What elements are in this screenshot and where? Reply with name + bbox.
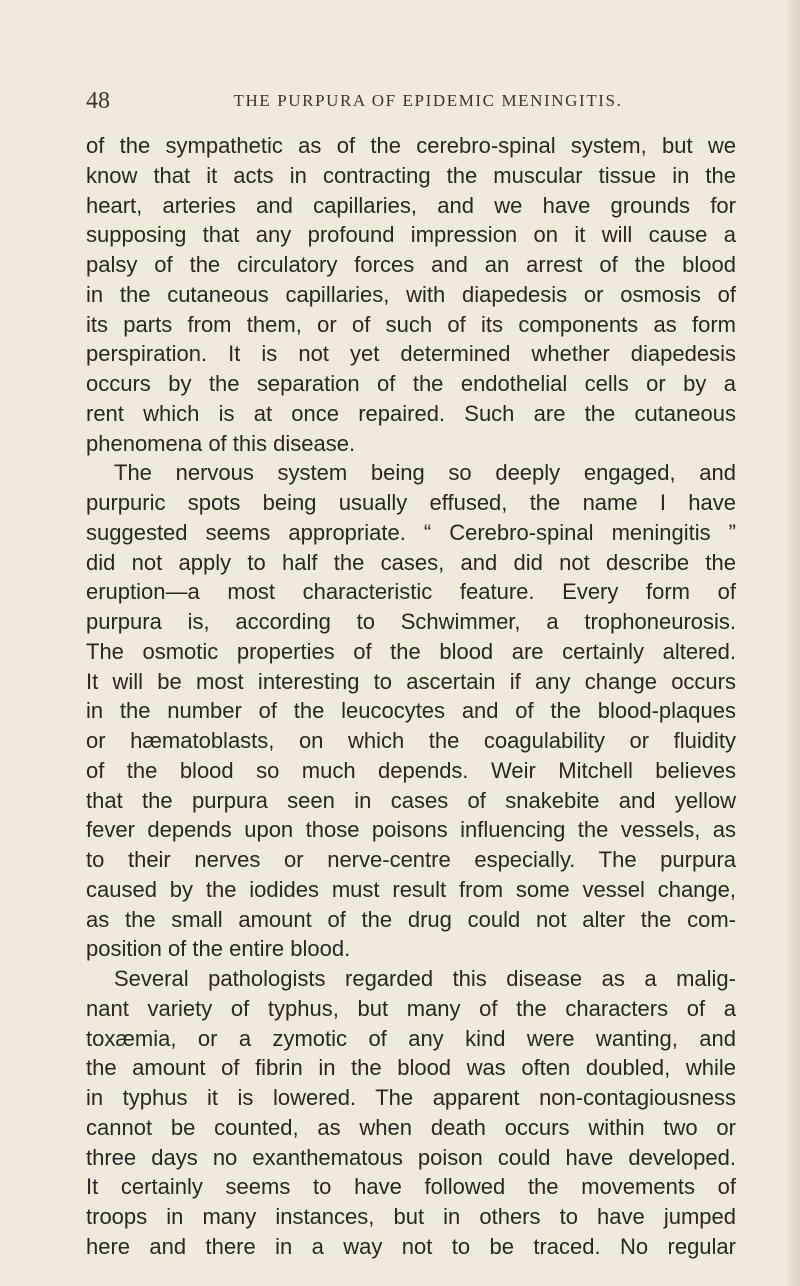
text-line: troops in many instances, but in others to have jumped (86, 1204, 736, 1229)
text-line: of the blood so much depends. Weir Mitchell believes (86, 757, 736, 783)
running-head (86, 84, 726, 118)
text-line: purpuric spots being usually effused, the name I have (86, 490, 736, 515)
text-line: to their nerves or nerve-centre especially. The purpura (86, 847, 736, 872)
text-line: or hæmatoblasts, on which the coagulability or fluidity (86, 728, 736, 753)
text-line: heart, arteries and capillaries, and we have grounds for (86, 192, 736, 218)
text-line: rent which is at once repaired. Such are the cutaneous (86, 400, 736, 426)
text-line: caused by the iodides must result from some vessel change, (86, 876, 736, 902)
text-line: occurs by the separation of the endothelial cells or by a (86, 371, 736, 396)
text-line: perspiration. It is not yet determined whether diapedesis (86, 341, 736, 367)
text-line: Several pathologists regarded this disease as a malig- (114, 966, 736, 991)
running-title: THE PURPURA OF EPIDEMIC MENINGITIS. (233, 91, 623, 110)
text-line: did not apply to half the cases, and did not describe the (86, 549, 736, 575)
page-edge-shadow (788, 0, 800, 1286)
text-line: in the cutaneous capillaries, with diapedesis or osmosis of (86, 281, 736, 307)
text-line: its parts from them, or of such of its components as form (86, 311, 736, 337)
text-line: as the small amount of the drug could not alter the com- (86, 906, 736, 932)
page-number: 48 (86, 88, 110, 114)
text-line: of the sympathetic as of the cerebro-spinal system, but we (86, 133, 736, 158)
text-line: suggested seems appropriate. “ Cerebro-spinal meningitis ” (86, 519, 736, 545)
text-line: the amount of fibrin in the blood was often doubled, while (86, 1055, 736, 1081)
text-line: eruption—a most characteristic feature. Every form of (86, 579, 736, 605)
text-line: The nervous system being so deeply engaged, and (114, 460, 736, 486)
text-line: here and there in a way not to be traced. No regular (86, 1233, 736, 1259)
text-line: three days no exanthematous poison could have developed. (86, 1144, 736, 1170)
text-line: The osmotic properties of the blood are certainly altered. (86, 638, 736, 664)
text-line: supposing that any profound impression on it will cause a (86, 222, 736, 248)
text-line: in the number of the leucocytes and of the blood-plaques (86, 698, 736, 724)
text-line: cannot be counted, as when death occurs within two or (86, 1114, 736, 1140)
text-line: It will be most interesting to ascertain if any change occurs (86, 668, 736, 694)
text-line: position of the entire blood. (86, 936, 351, 962)
text-line: phenomena of this disease. (86, 430, 356, 456)
text-line: fever depends upon those poisons influencing the vessels, as (86, 817, 736, 843)
text-line: purpura is, according to Schwimmer, a trophoneurosis. (86, 609, 736, 634)
text-line: that the purpura seen in cases of snakebite and yellow (86, 787, 736, 813)
text-line: toxæmia, or a zymotic of any kind were wanting, and (86, 1025, 736, 1051)
text-line: It certainly seems to have followed the movements of (86, 1174, 736, 1200)
text-line: in typhus it is lowered. The apparent non-contagiousness (86, 1085, 736, 1110)
text-line: palsy of the circulatory forces and an arrest of the blood (86, 252, 736, 277)
text-line: nant variety of typhus, but many of the characters of a (86, 995, 736, 1021)
text-line: know that it acts in contracting the muscular tissue in the (86, 162, 736, 188)
body-text (86, 131, 736, 1262)
